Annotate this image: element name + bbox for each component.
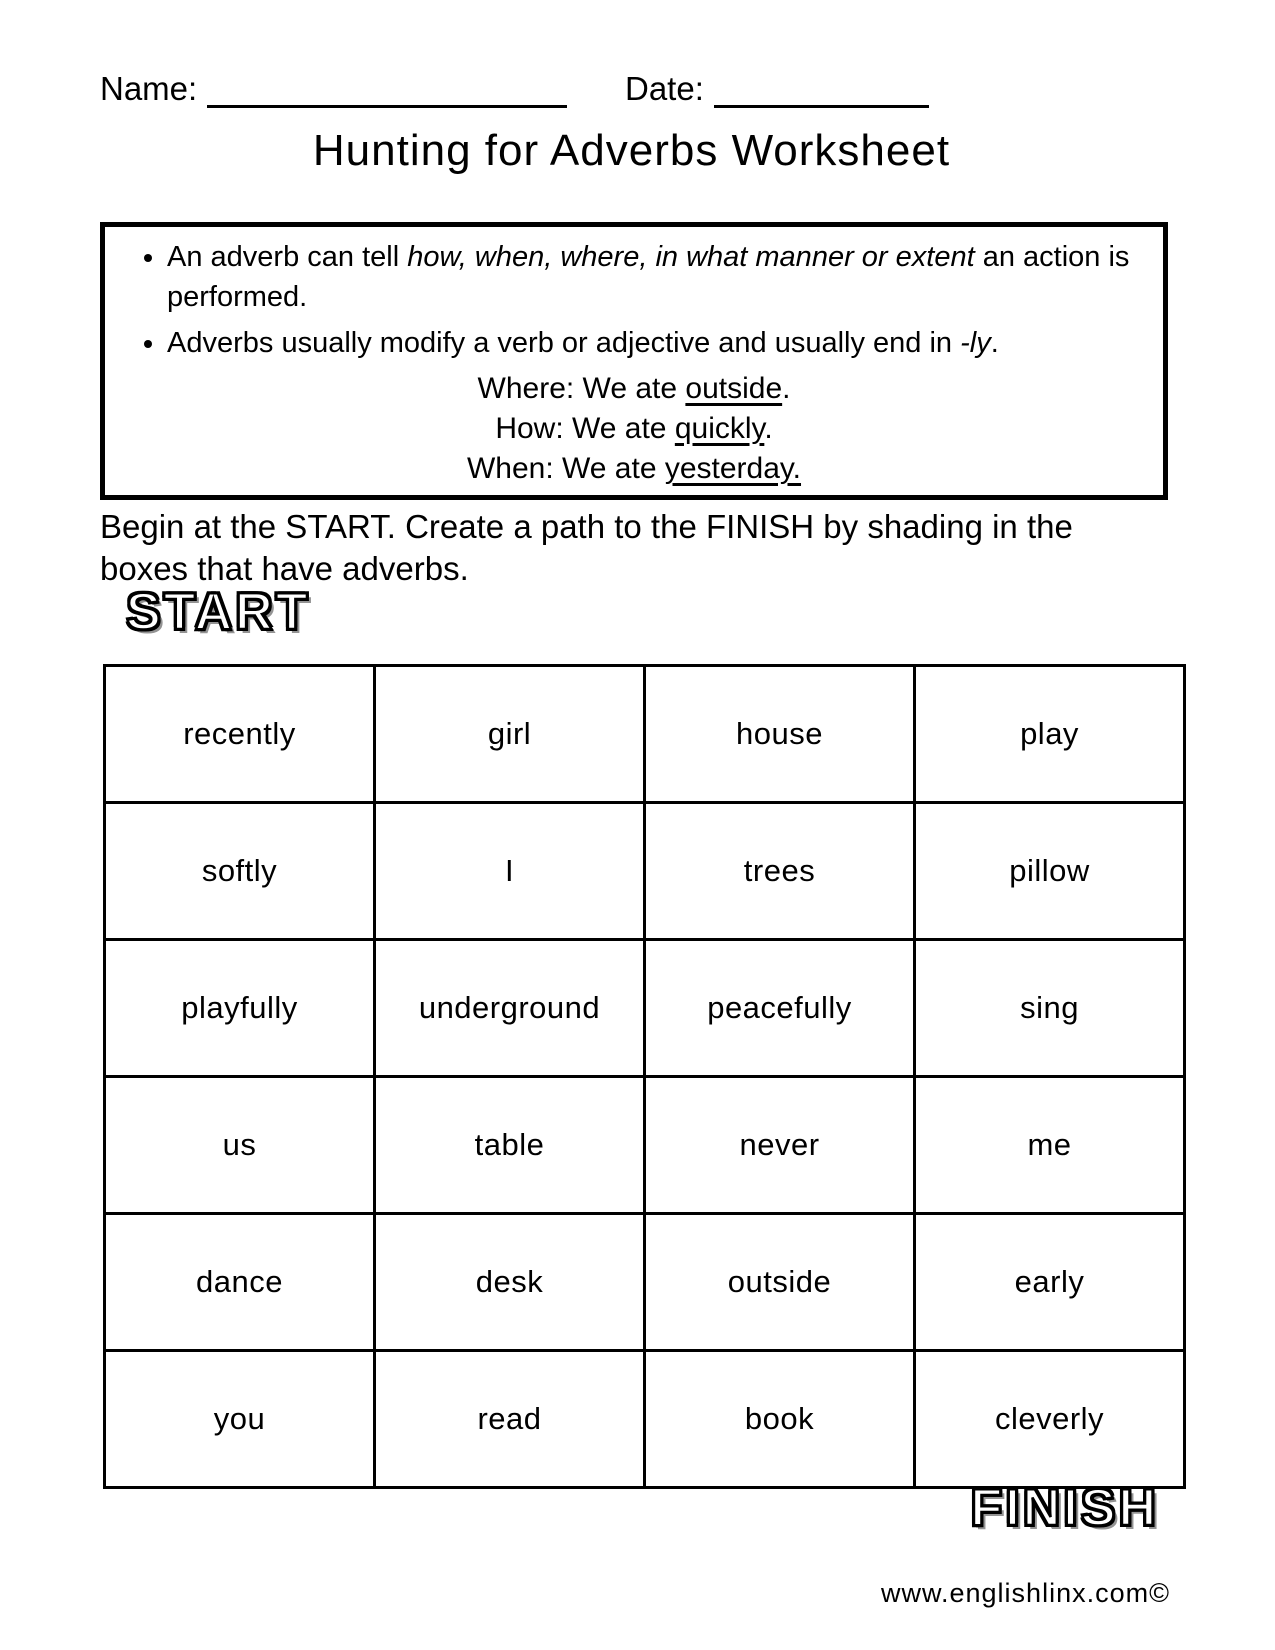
example-where-suffix: . xyxy=(782,372,791,406)
word-grid xyxy=(103,664,1186,1489)
grid-cell[interactable]: cleverly xyxy=(915,1351,1185,1488)
grid-cell[interactable]: us xyxy=(105,1077,375,1214)
example-where xyxy=(105,369,1163,409)
definition-box xyxy=(100,222,1168,500)
example-how-prefix: How: We ate xyxy=(495,412,675,446)
grid-cell[interactable]: outside xyxy=(645,1214,915,1351)
grid-cell[interactable]: trees xyxy=(645,803,915,940)
adverb-ly-bullet xyxy=(167,323,1163,363)
grid-cell[interactable]: underground xyxy=(375,940,645,1077)
bullet2-text: Adverbs usually modify a verb or adjective and usually end in xyxy=(167,327,961,360)
grid-cell[interactable]: recently xyxy=(105,666,375,803)
example-how xyxy=(105,409,1163,449)
start-label: START xyxy=(126,583,311,641)
example-where-prefix: Where: We ate xyxy=(477,372,686,406)
grid-row xyxy=(105,666,1185,803)
grid-cell[interactable]: me xyxy=(915,1077,1185,1214)
grid-row xyxy=(105,940,1185,1077)
example-when-prefix: When: We ate xyxy=(466,452,665,486)
grid-cell[interactable]: house xyxy=(645,666,915,803)
example-how-suffix: . xyxy=(764,412,773,446)
grid-cell[interactable]: never xyxy=(645,1077,915,1214)
name-field-group xyxy=(100,70,567,108)
grid-cell[interactable]: peacefully xyxy=(645,940,915,1077)
grid-cell[interactable]: girl xyxy=(375,666,645,803)
bullet1-italic-text: how, when, where, in what manner or extent xyxy=(407,241,975,273)
grid-cell[interactable]: pillow xyxy=(915,803,1185,940)
definition-list xyxy=(105,237,1163,363)
grid-row xyxy=(105,1214,1185,1351)
finish-label: FINISH xyxy=(970,1479,1159,1537)
grid-cell[interactable]: play xyxy=(915,666,1185,803)
grid-cell[interactable]: playfully xyxy=(105,940,375,1077)
grid-row xyxy=(105,1351,1185,1488)
bullet1-text: An adverb can tell xyxy=(167,241,408,273)
grid-cell[interactable]: early xyxy=(915,1214,1185,1351)
bullet2-text-end: . xyxy=(990,327,999,360)
grid-cell[interactable]: table xyxy=(375,1077,645,1214)
grid-cell[interactable]: I xyxy=(375,803,645,940)
grid-cell[interactable]: dance xyxy=(105,1214,375,1351)
date-field-group xyxy=(625,70,929,108)
date-blank-line[interactable] xyxy=(714,73,929,108)
grid-cell[interactable]: desk xyxy=(375,1214,645,1351)
grid-cell[interactable]: softly xyxy=(105,803,375,940)
name-blank-line[interactable] xyxy=(207,73,567,108)
bullet2-italic-text: -ly xyxy=(960,327,991,360)
page-title: Hunting for Adverbs Worksheet xyxy=(312,126,951,175)
example-sentences xyxy=(105,369,1163,490)
grid-cell[interactable]: book xyxy=(645,1351,915,1488)
example-how-adverb: quickly xyxy=(674,412,765,446)
date-label: Date: xyxy=(625,70,704,107)
site-credit: www.englishlinx.com© xyxy=(881,1578,1170,1608)
finish-label-container xyxy=(103,1478,1163,1538)
bullet1-text-end: an action is performed. xyxy=(167,241,1130,314)
example-when-adverb: yesterday. xyxy=(664,452,802,486)
adverb-definition-bullet xyxy=(167,237,1163,317)
example-where-adverb: outside xyxy=(685,372,783,406)
grid-cell[interactable]: sing xyxy=(915,940,1185,1077)
grid-row xyxy=(105,1077,1185,1214)
grid-cell[interactable]: you xyxy=(105,1351,375,1488)
name-label: Name: xyxy=(100,70,198,107)
grid-row xyxy=(105,803,1185,940)
example-when xyxy=(105,449,1163,489)
grid-cell[interactable]: read xyxy=(375,1351,645,1488)
activity-instructions: Begin at the START. Create a path to the FINISH by shading in the boxes that have adverbs. xyxy=(100,508,1073,587)
